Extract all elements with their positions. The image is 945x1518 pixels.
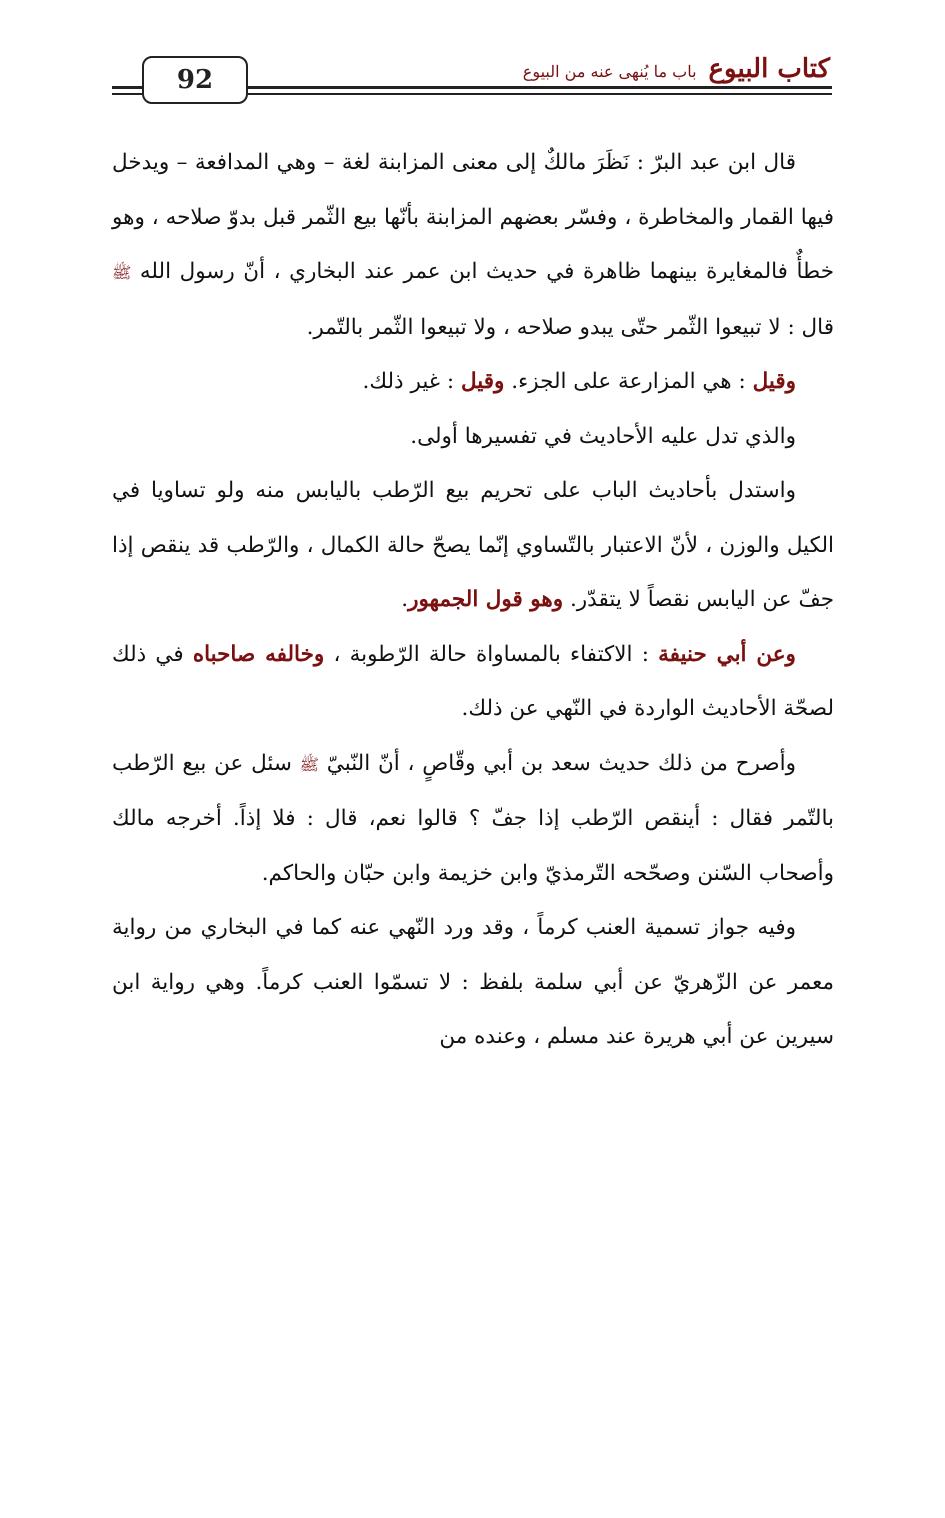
paragraph (112, 464, 834, 628)
salutation-glyph: ﷺ (112, 263, 132, 282)
salutation-glyph: ﷺ (299, 754, 319, 774)
paragraph-text: : غير ذلك. (362, 369, 455, 394)
book-title: كتاب البيوع (708, 54, 830, 84)
paragraph (112, 136, 834, 355)
highlight-text: وقيل (752, 369, 796, 394)
paragraph-text: واستدل بأحاديث الباب على تحريم بيع الرّطب باليابس منه ولو تساويا في الكيل والوزن ، لأنّ الاعتبار بالتّساوي إنّما يصحّ حالة الكمال ، والرّطب قد ينقص إذا جفّ عن اليابس نقصاً لا يتقدّر. (112, 478, 834, 612)
paragraph-text: وفيه جواز تسمية العنب كرماً ، وقد ورد النّهي عنه كما في البخاري من رواية معمر عن الزّهريّ عن أبي سلمة بلفظ : لا تسمّوا العنب كرماً. وهي رواية ابن سيرين عن أبي هريرة عند مسلم ، وعنده من (112, 915, 834, 1049)
paragraph-text: : الاكتفاء بالمساواة حالة الرّطوبة ، (333, 641, 649, 667)
paragraph (112, 737, 834, 902)
highlight-text: وقيل (460, 369, 505, 394)
paragraph-text: قال ابن عبد البرّ : نَظَرَ مالكٌ إلى معنى المزابنة لغة – وهي المدافعة – ويدخل فيها القمار والمخاطرة ، وفسّر بعضهم المزابنة بأنّها بيع الثّمر قبل بدوّ صلاحه ، وهو خطأٌ فالمغايرة بينهما ظاهرة في حديث ابن عمر عند البخاري ، أنّ رسول الله (112, 150, 834, 284)
running-head (523, 54, 830, 84)
highlight-text: وهو قول الجمهور (408, 587, 564, 612)
paragraph (112, 628, 834, 737)
page-number: 92 (142, 56, 248, 104)
paragraph-text: في ذلك لصحّة الأحاديث الواردة في النّهي عن ذلك. (112, 641, 834, 721)
body-text (112, 136, 834, 1065)
page-header (112, 50, 832, 102)
paragraph-text: : هي المزارعة على الجزء. (511, 369, 746, 394)
paragraph-text: قال : لا تبيعوا الثّمر حتّى يبدو صلاحه ، ولا تبيعوا الثّمر بالتّمر. (306, 314, 834, 340)
highlight-text: وعن أبي حنيفة (658, 641, 796, 667)
paragraph-text: . (401, 587, 409, 612)
paragraph (112, 901, 834, 1065)
paragraph-text: سئل عن بيع الرّطب بالتّمر فقال : أينقص الرّطب إذا جفّ ؟ قالوا نعم، قال : فلا إذاً. أخرجه مالك وأصحاب السّنن وصحّحه التّرمذيّ وابن خزيمة وابن حبّان والحاكم. (112, 750, 834, 886)
chapter-title: باب ما يُنهى عنه من البيوع (522, 62, 697, 81)
paragraph-text: والذي تدل عليه الأحاديث في تفسيرها أولى. (410, 423, 796, 449)
paragraph-text: وأصرح من ذلك حديث سعد بن أبي وقّاصٍ ، أنّ النّبيّ (326, 750, 796, 776)
highlight-text: وخالفه صاحباه (192, 641, 325, 667)
paragraph (112, 410, 834, 465)
paragraph (112, 355, 834, 410)
